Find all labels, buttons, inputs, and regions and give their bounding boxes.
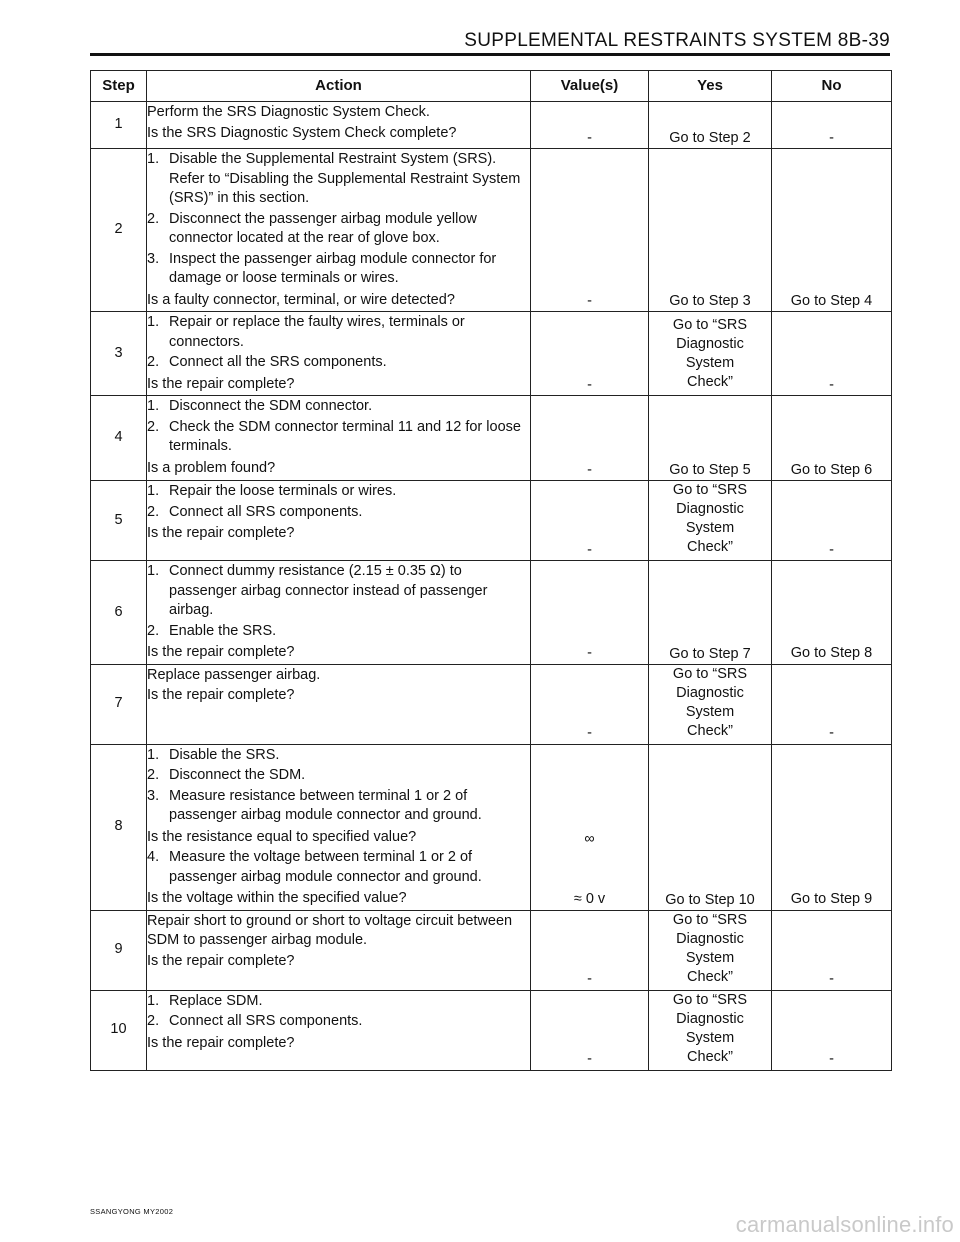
header-rule (90, 53, 890, 56)
step-index: 2. (147, 354, 160, 370)
value-cell (531, 312, 649, 396)
action-question: Is the repair complete? (147, 1034, 295, 1051)
no-action: Go to Step 6 (790, 461, 873, 478)
action-step-text: Disconnect the SDM. (169, 767, 306, 783)
step-index: 2. (147, 767, 160, 783)
yes-action: Go to “SRS Diagnostic System Check” (672, 665, 748, 739)
no-cell (772, 481, 892, 561)
value-cell (531, 664, 649, 744)
value-text: - (587, 129, 592, 146)
value-cell (531, 990, 649, 1070)
value-text: - (587, 725, 592, 741)
action-cell (147, 910, 531, 990)
no-cell (772, 744, 892, 910)
step-index: 3. (147, 787, 160, 804)
yes-action: Go to Step 10 (665, 891, 755, 908)
action-step-text: Connect all the SRS components. (169, 354, 387, 370)
value-cell (531, 396, 649, 481)
col-header-values: Value(s) (531, 71, 649, 102)
yes-cell (649, 396, 772, 481)
value-cell (531, 561, 649, 665)
step-number: 5 (91, 481, 147, 561)
action-step (147, 503, 530, 523)
no-action: Go to Step 9 (790, 891, 873, 907)
table-row (91, 396, 892, 481)
action-steps (147, 313, 530, 373)
action-step-text: Measure resistance between terminal 1 or 2 of passenger airbag module connector and ground. (169, 787, 482, 823)
no-action: - (829, 376, 834, 393)
value-stack (531, 830, 648, 910)
step-index: 1. (147, 483, 160, 499)
step-index: 4. (147, 849, 160, 865)
watermark: carmanualsonline.info (735, 1212, 954, 1237)
action-step-text: Connect dummy resistance (2.15 ± 0.35 Ω) to passenger airbag connector instead of passenger airbag. (169, 563, 488, 618)
action-question: Is the repair complete? (147, 644, 295, 660)
action-step-text: Disable the Supplemental Restraint System (SRS). Refer to “Disabling the Supplemental Restraint System (SRS)” in this section. (169, 151, 521, 206)
no-action: - (829, 971, 834, 987)
yes-cell (649, 149, 772, 312)
action-cell (147, 481, 531, 561)
step-number: 2 (91, 149, 147, 312)
table-row (91, 664, 892, 744)
value-text: - (587, 1051, 592, 1067)
table-row (91, 312, 892, 396)
action-step (147, 397, 530, 417)
no-action: Go to Step 8 (790, 645, 873, 661)
action-cell (147, 744, 531, 910)
action-steps (147, 562, 530, 641)
action-step (147, 848, 530, 887)
action-step-text: Connect all SRS components. (169, 1013, 363, 1029)
step-index: 1. (147, 398, 160, 414)
action-cell (147, 664, 531, 744)
action-question: Is the resistance equal to specified value? (147, 828, 417, 845)
action-step (147, 992, 530, 1012)
value-cell (531, 481, 649, 561)
yes-action: Go to “SRS Diagnostic System Check” (672, 482, 748, 555)
step-index: 2. (147, 418, 160, 435)
value-text: - (587, 541, 592, 558)
action-step-text: Repair or replace the faulty wires, terminals or connectors. (169, 314, 465, 350)
step-index: 2. (147, 622, 160, 639)
step-number: 3 (91, 312, 147, 396)
diagnostic-table (90, 70, 892, 1071)
yes-cell (649, 910, 772, 990)
yes-action: Go to “SRS Diagnostic System Check” (672, 317, 748, 390)
no-cell (772, 102, 892, 149)
footer-label: SSANGYONG MY2002 (90, 1207, 174, 1216)
no-action: Go to Step 4 (790, 292, 873, 309)
yes-cell (649, 990, 772, 1070)
table-row (91, 102, 892, 149)
action-step (147, 622, 530, 642)
action-question: Is the repair complete? (147, 687, 295, 703)
step-number: 4 (91, 396, 147, 481)
yes-cell (649, 561, 772, 665)
action-text: Repair short to ground or short to voltage circuit between SDM to passenger airbag module. (147, 912, 513, 948)
yes-action: Go to Step 3 (669, 293, 751, 309)
action-step-text: Connect all SRS components. (169, 503, 363, 520)
action-step (147, 313, 530, 352)
action-question: Is the repair complete? (147, 525, 295, 541)
action-question: Is the SRS Diagnostic System Check complete? (147, 124, 457, 141)
action-cell (147, 396, 531, 481)
yes-cell (649, 744, 772, 910)
action-cell (147, 312, 531, 396)
step-index: 2. (147, 1013, 160, 1029)
action-cell (147, 149, 531, 312)
step-index: 3. (147, 250, 160, 267)
action-step-text: Disconnect the SDM connector. (169, 398, 373, 414)
yes-action: Go to Step 5 (669, 462, 751, 478)
table-row (91, 481, 892, 561)
no-action: - (829, 725, 834, 741)
col-header-step: Step (91, 71, 147, 102)
action-step-text: Disable the SRS. (169, 746, 280, 763)
no-action: - (829, 541, 834, 558)
action-cell (147, 102, 531, 149)
value-text: - (587, 645, 592, 661)
step-index: 2. (147, 503, 160, 520)
action-question: Is a faulty connector, terminal, or wire detected? (147, 291, 455, 308)
col-header-action: Action (147, 71, 531, 102)
step-number: 9 (91, 910, 147, 990)
action-step-text: Disconnect the passenger airbag module yellow connector located at the rear of glove box. (169, 210, 477, 246)
step-index: 2. (147, 210, 160, 227)
action-step-text: Enable the SRS. (169, 622, 277, 639)
col-header-no: No (772, 71, 892, 102)
step-number: 1 (91, 102, 147, 149)
action-question: Is the repair complete? (147, 952, 295, 969)
action-question: Is a problem found? (147, 459, 276, 476)
table-row (91, 990, 892, 1070)
yes-action: Go to Step 2 (669, 130, 751, 146)
no-cell (772, 396, 892, 481)
action-step (147, 1012, 530, 1032)
yes-action: Go to “SRS Diagnostic System Check” (672, 991, 748, 1065)
yes-cell (649, 481, 772, 561)
action-step (147, 746, 530, 766)
action-step (147, 150, 530, 209)
value-cell (531, 149, 649, 312)
value-voltage: ≈ 0 v (573, 891, 606, 907)
no-cell (772, 312, 892, 396)
value-text: - (587, 461, 592, 478)
table-row (91, 561, 892, 665)
action-step (147, 482, 530, 502)
action-step-text: Check the SDM connector terminal 11 and 12 for loose terminals. (169, 418, 521, 454)
col-header-yes: Yes (649, 71, 772, 102)
action-step (147, 353, 530, 373)
yes-cell (649, 664, 772, 744)
step-number: 6 (91, 561, 147, 665)
action-question: Is the repair complete? (147, 375, 295, 392)
yes-action: Go to Step 7 (669, 645, 751, 662)
action-step (147, 418, 530, 457)
table-row (91, 910, 892, 990)
value-cell (531, 910, 649, 990)
action-question: Is the voltage within the specified value? (147, 890, 407, 906)
no-action: - (829, 1051, 834, 1067)
action-step (147, 210, 530, 249)
action-steps (147, 848, 530, 887)
value-text: - (587, 971, 592, 987)
value-resistance: ∞ (584, 830, 595, 847)
value-cell (531, 744, 649, 910)
value-cell (531, 102, 649, 149)
no-cell (772, 149, 892, 312)
action-text: Perform the SRS Diagnostic System Check. (147, 104, 430, 120)
action-text: Replace passenger airbag. (147, 666, 321, 683)
action-cell (147, 561, 531, 665)
action-step-text: Measure the voltage between terminal 1 or 2 of passenger airbag module connector and ground. (169, 849, 482, 885)
action-step (147, 562, 530, 621)
step-number: 10 (91, 990, 147, 1070)
value-text: - (587, 292, 592, 309)
action-step-text: Repair the loose terminals or wires. (169, 483, 397, 499)
yes-action: Go to “SRS Diagnostic System Check” (672, 911, 748, 985)
step-index: 1. (147, 992, 160, 1009)
step-index: 1. (147, 563, 160, 579)
no-cell (772, 990, 892, 1070)
page-title: SUPPLEMENTAL RESTRAINTS SYSTEM 8B-39 (464, 30, 890, 51)
table-row (91, 149, 892, 312)
action-step (147, 766, 530, 786)
yes-cell (649, 312, 772, 396)
action-step (147, 787, 530, 826)
step-index: 1. (147, 314, 160, 330)
step-number: 8 (91, 744, 147, 910)
yes-cell (649, 102, 772, 149)
value-text: - (587, 376, 592, 393)
action-steps (147, 150, 530, 289)
action-step-text: Inspect the passenger airbag module connector for damage or loose terminals or wires. (169, 250, 497, 286)
action-steps (147, 992, 530, 1032)
no-cell (772, 910, 892, 990)
step-index: 1. (147, 151, 160, 167)
table-header-row (91, 71, 892, 102)
step-number: 7 (91, 664, 147, 744)
no-action: - (829, 129, 834, 146)
action-steps (147, 397, 530, 457)
no-cell (772, 664, 892, 744)
action-step-text: Replace SDM. (169, 992, 263, 1009)
action-steps (147, 482, 530, 522)
action-steps (147, 746, 530, 826)
action-cell (147, 990, 531, 1070)
no-cell (772, 561, 892, 665)
step-index: 1. (147, 746, 160, 763)
table-row (91, 744, 892, 910)
action-step (147, 250, 530, 289)
